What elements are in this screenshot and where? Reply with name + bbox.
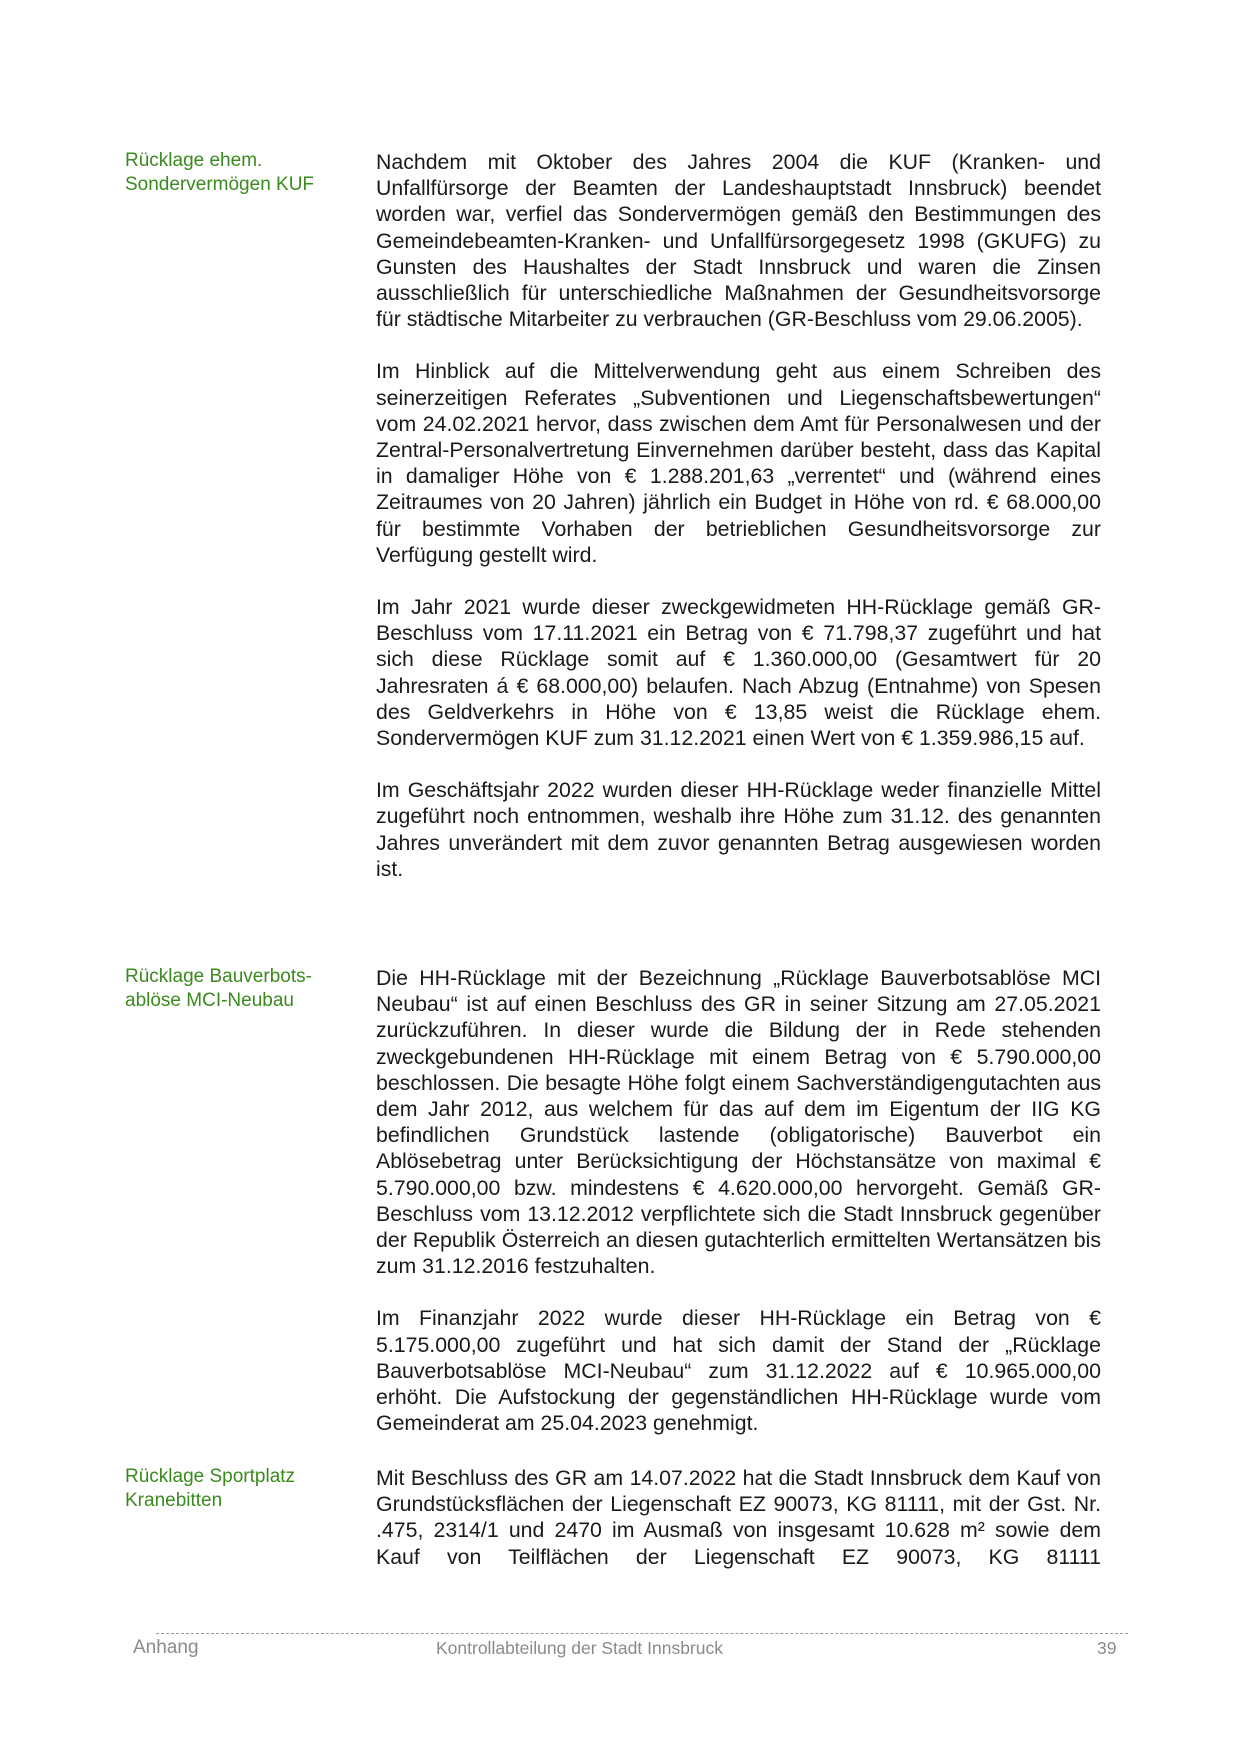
section-label-line: ablöse MCI-Neubau [125, 990, 294, 1011]
footer-organization: Kontrollabteilung der Stadt Innsbruck [436, 1638, 723, 1658]
paragraph: Mit Beschluss des GR am 14.07.2022 hat die Stadt Innsbruck dem Kauf von Grundstücksflächen der Liegenschaft EZ 90073, KG 81111, mit der Gst. Nr. .475, 2314/1 und 2470 im Ausmaß von insgesamt 10.628 m² sowie dem Kauf von Teilflächen der Liegenschaft EZ 90073, KG 81111 [376, 1466, 1101, 1569]
paragraph: Im Jahr 2021 wurde dieser zweckgewidmeten HH-Rücklage gemäß GR-Beschluss vom 17.11.2021 ein Betrag von € 71.798,37 zugeführt und hat sich diese Rücklage somit auf € 1.360.000,00 (Gesamtwert für 20 Jahresraten á € 68.000,00) belaufen. Nach Abzug (Entnahme) von Spesen des Geldverkehrs in Höhe von € 13,85 weist die Rücklage ehem. Sondervermögen KUF zum 31.12.2021 einen Wert von € 1.359.986,15 auf. [376, 595, 1101, 751]
footer-section-name: Anhang [133, 1637, 199, 1658]
section-label-line: Kranebitten [125, 1490, 223, 1511]
footer-divider [156, 1633, 1128, 1634]
section-body [376, 1465, 1101, 1596]
paragraph: Im Finanzjahr 2022 wurde dieser HH-Rücklage ein Betrag von € 5.175.000,00 zugeführt und hat sich damit der Stand der „Rücklage Bauverbotsablöse MCI-Neubau“ zum 31.12.2022 auf € 10.965.000,00 erhöht. Die Aufstockung der gegenständlichen HH-Rücklage wurde vom Gemeinderat am 25.04.2023 genehmigt. [376, 1306, 1101, 1436]
paragraph: Im Geschäftsjahr 2022 wurden dieser HH-Rücklage weder finanzielle Mittel zugeführt noch entnommen, weshalb ihre Höhe zum 31.12. des genannten Jahres unverändert mit dem zuvor genannten Betrag ausgewiesen worden ist. [376, 778, 1101, 881]
paragraph: Die HH-Rücklage mit der Bezeichnung „Rücklage Bauverbotsablöse MCI Neubau“ ist auf einen Beschluss des GR in seiner Sitzung am 27.05.2021 zurückzuführen. In dieser wurde die Bildung der in Rede stehenden zweckgebundenen HH-Rücklage mit einem Betrag von € 5.790.000,00 beschlossen. Die besagte Höhe folgt einem Sachverständigengutachten aus dem Jahr 2012, aus welchem für das auf dem im Eigentum der IIG KG befindlichen Grundstück lastende (obligatorische) Bauverbot ein Ablösebetrag unter Berücksichtigung der Höchstansätze von maximal € 5.790.000,00 bzw. mindestens € 4.620.000,00 hervorgeht. Gemäß GR-Beschluss vom 13.12.2012 verpflichtete sich die Stadt Innsbruck gegenüber der Republik Österreich an diesen gutachterlich ermittelten Wertansätzen bis zum 31.12.2016 festzuhalten. [376, 966, 1101, 1279]
section-body [376, 149, 1101, 908]
section-label [125, 149, 345, 197]
section-label [125, 1465, 345, 1513]
section-label-line: Rücklage Bauverbots- [125, 966, 312, 987]
page-number: 39 [1097, 1638, 1117, 1658]
section-label-line: Sondervermögen KUF [125, 174, 315, 195]
paragraph: Nachdem mit Oktober des Jahres 2004 die KUF (Kranken- und Unfallfürsorge der Beamten der Landeshauptstadt Innsbruck) beendet worden war, verfiel das Sondervermögen gemäß den Bestimmungen des Gemeindebeamten-Kranken- und Unfallfürsorgegesetz 1998 (GKUFG) zu Gunsten des Haushaltes der Stadt Innsbruck und waren die Zinsen ausschließlich für unterschiedliche Maßnahmen der Gesundheitsvorsorge für städtische Mitarbeiter zu verbrauchen (GR-Beschluss vom 29.06.2005). [376, 150, 1101, 332]
section-body [376, 965, 1101, 1462]
paragraph: Im Hinblick auf die Mittelverwendung geht aus einem Schreiben des seinerzeitigen Referates „Subventionen und Liegenschaftsbewertungen“ vom 24.02.2021 hervor, dass zwischen dem Amt für Personalwesen und der Zentral-Personalvertretung Einvernehmen darüber besteht, dass das Kapital in damaliger Höhe von € 1.288.201,63 „verrentet“ und (während eines Zeitraumes von 20 Jahren) jährlich ein Budget in Höhe von rd. € 68.000,00 für bestimmte Vorhaben der betrieblichen Gesundheitsvorsorge zur Verfügung gestellt wird. [376, 359, 1101, 567]
section-label-line: Rücklage Sportplatz [125, 1466, 296, 1487]
section-label-line: Rücklage ehem. [125, 150, 263, 171]
section-label [125, 965, 345, 1013]
